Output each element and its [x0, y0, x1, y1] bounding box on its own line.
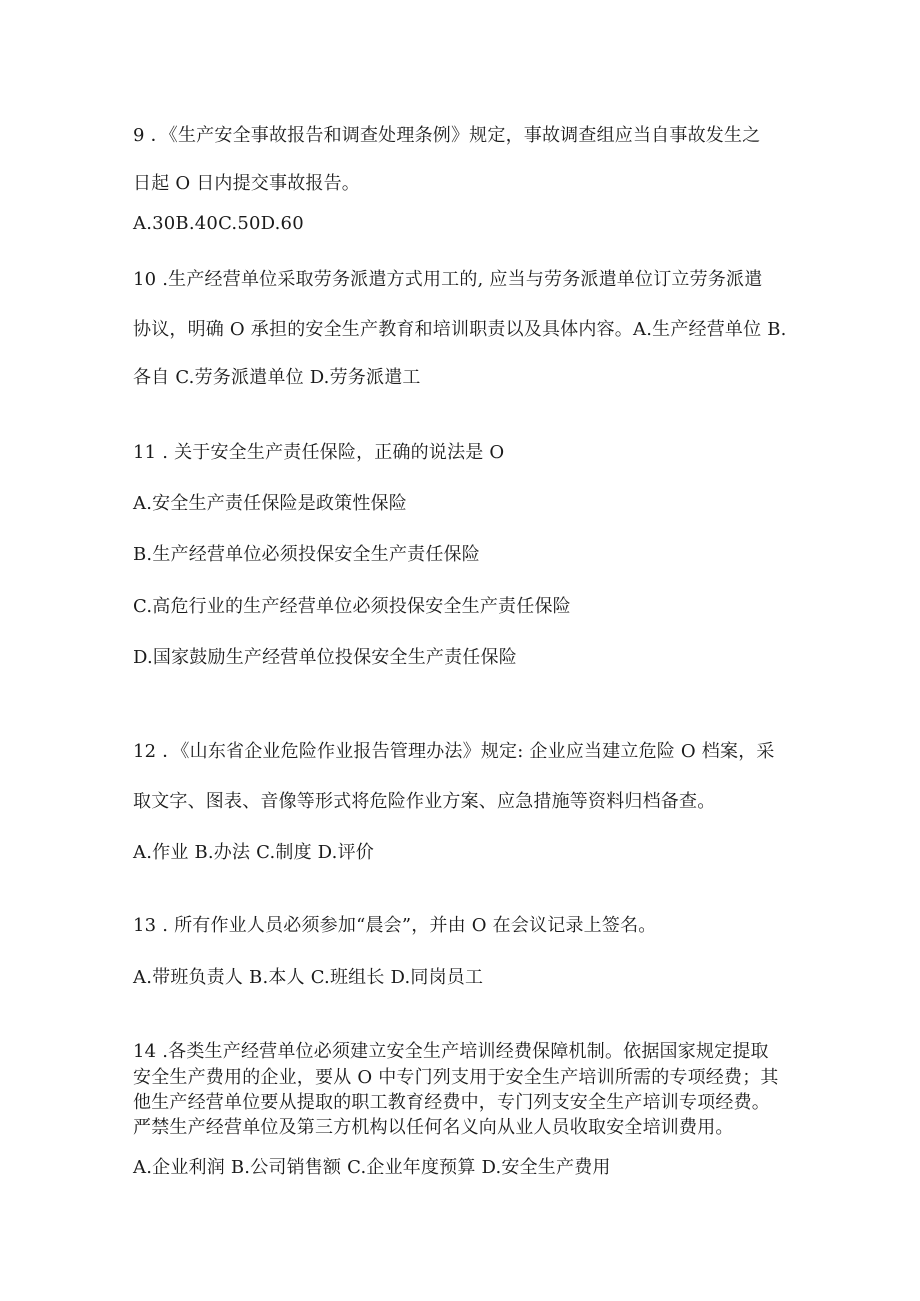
question-9-line-1: 9 ．《生产安全事故报告和调查处理条例》规定，事故调查组应当自事故发生之: [133, 125, 761, 146]
question-10-line-1: 10 .生产经营单位采取劳务派遣方式用工的, 应当与劳务派遣单位订立劳务派遣: [133, 269, 763, 290]
question-11-option-c: C.高危行业的生产经营单位必须投保安全生产责任保险: [133, 596, 571, 617]
question-12-line-2: 取文字、图表、音像等形式将危险作业方案、应急措施等资料归档备查。: [133, 791, 716, 812]
question-9-line-2: 日起 O 日内提交事故报告。: [133, 173, 360, 194]
question-9-options: A.30B.40C.50D.60: [133, 213, 304, 234]
question-10-line-3: 各自 C.劳务派遣单位 D.劳务派遣工: [133, 367, 421, 388]
question-14-line-2: 安全生产费用的企业，要从 O 中专门列支用于安全生产培训所需的专项经费；其: [133, 1067, 779, 1088]
question-12-line-1: 12 ．《山东省企业危险作业报告管理办法》规定: 企业应当建立危险 O 档案，采: [133, 741, 775, 762]
question-12-options: A.作业 B.办法 C.制度 D.评价: [133, 842, 374, 863]
question-11-line-1: 11 . 关于安全生产责任保险，正确的说法是 O: [133, 442, 505, 463]
question-14-line-1: 14 .各类生产经营单位必须建立安全生产培训经费保障机制。依据国家规定提取: [133, 1041, 769, 1062]
question-14-line-3: 他生产经营单位要从提取的职工教育经费中，专门列支安全生产培训专项经费。: [133, 1092, 770, 1113]
question-14-options: A.企业利润 B.公司销售额 C.企业年度预算 D.安全生产费用: [133, 1157, 611, 1178]
question-13-line-1: 13 . 所有作业人员必须参加“晨会”，并由 O 在会议记录上签名。: [133, 915, 657, 936]
question-11-option-a: A.安全生产责任保险是政策性保险: [133, 493, 407, 514]
question-11-option-b: B.生产经营单位必须投保安全生产责任保险: [133, 544, 480, 565]
question-11-option-d: D.国家鼓励生产经营单位投保安全生产责任保险: [133, 647, 517, 668]
question-14-line-4: 严禁生产经营单位及第三方机构以任何名义向从业人员收取安全培训费用。: [133, 1117, 734, 1138]
question-10-line-2: 协议，明确 O 承担的安全生产教育和培训职责以及具体内容。A.生产经营单位 B.: [133, 319, 787, 340]
question-13-options: A.带班负责人 B.本人 C.班组长 D.同岗员工: [133, 967, 484, 988]
